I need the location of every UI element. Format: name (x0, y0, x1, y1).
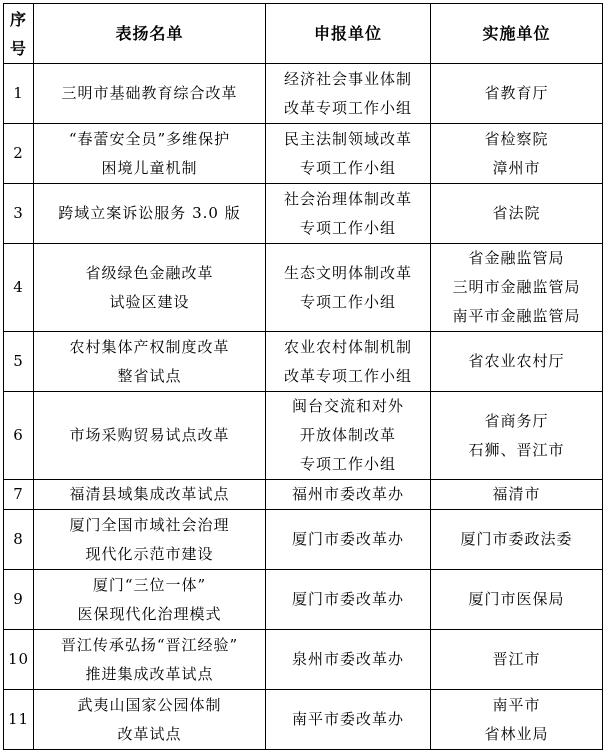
seq-cell (4, 630, 34, 690)
reporter-cell (266, 690, 431, 750)
implementer-cell-line: 南平市金融监管局 (452, 307, 581, 325)
reporter-cell (266, 64, 431, 124)
header-seq: 序 号 (4, 4, 34, 64)
table-row (4, 630, 603, 690)
table-row (4, 184, 603, 244)
name-cell (34, 630, 266, 690)
name-cell (34, 244, 266, 332)
seq-cell (4, 480, 34, 510)
name-cell (34, 510, 266, 570)
seq-cell-line: 9 (13, 590, 24, 608)
reporter-cell (266, 570, 431, 630)
implementer-cell (431, 570, 603, 630)
implementer-cell-line: 厦门市医保局 (468, 590, 565, 608)
implementer-cell-line: 省商务厅 (484, 411, 549, 430)
implementer-cell-line: 省法院 (492, 204, 541, 222)
name-cell-line: 试验区建设 (109, 292, 190, 311)
implementer-cell-line: 漳州市 (492, 158, 541, 177)
name-cell (34, 480, 266, 510)
implementer-cell (431, 124, 603, 184)
name-cell-line: 厦门全国市域社会治理 (69, 515, 230, 534)
implementer-cell (431, 64, 603, 124)
table-row (4, 244, 603, 332)
name-cell-line: 困境儿童机制 (101, 158, 198, 177)
name-cell-line: 三明市基础教育综合改革 (61, 84, 238, 102)
name-cell-line: 农村集体产权制度改革 (69, 337, 230, 356)
reporter-cell-line: 改革专项工作小组 (283, 366, 412, 385)
seq-cell-line: 5 (13, 352, 24, 370)
seq-cell (4, 184, 34, 244)
name-cell-line: 厦门“三位一体” (92, 575, 207, 594)
seq-cell-line: 2 (13, 144, 24, 162)
header-row (4, 4, 603, 64)
seq-cell (4, 570, 34, 630)
implementer-cell (431, 690, 603, 750)
implementer-cell-line: 三明市金融监管局 (452, 278, 581, 296)
seq-cell-line: 1 (13, 84, 24, 102)
name-cell-line: 跨域立案诉讼服务 3.0 版 (58, 204, 241, 222)
name-cell-line: 市场采购贸易试点改革 (69, 426, 230, 444)
implementer-cell-line: 省金融监管局 (468, 249, 565, 267)
header-implementer: 实施单位 (431, 4, 603, 64)
implementer-cell-line: 省林业局 (484, 724, 549, 743)
name-cell (34, 690, 266, 750)
reporter-cell (266, 332, 431, 392)
seq-cell (4, 690, 34, 750)
reporter-cell (266, 184, 431, 244)
name-cell (34, 64, 266, 124)
implementer-cell (431, 184, 603, 244)
table-row (4, 124, 603, 184)
table-row (4, 64, 603, 124)
name-cell-line: 改革试点 (117, 724, 182, 743)
reporter-cell (266, 630, 431, 690)
table-row (4, 392, 603, 480)
table-row (4, 480, 603, 510)
name-cell-line: 现代化示范市建设 (85, 544, 214, 563)
reporter-cell-line: 开放体制改革 (299, 426, 396, 444)
reporter-cell-line: 泉州市委改革办 (291, 650, 404, 668)
reporter-cell-line: 厦门市委改革办 (291, 590, 404, 608)
reporter-cell-line: 南平市委改革办 (291, 710, 404, 728)
table-body (4, 64, 603, 750)
implementer-cell-line: 南平市 (492, 695, 541, 714)
reporter-cell-line: 专项工作小组 (299, 292, 396, 311)
table-row (4, 690, 603, 750)
seq-cell-line: 10 (7, 650, 30, 668)
name-cell (34, 332, 266, 392)
implementer-cell-line: 省教育厅 (484, 84, 549, 102)
seq-cell (4, 332, 34, 392)
name-cell-line: 晋江传承弘扬“晋江经验” (60, 635, 239, 654)
reporter-cell-line: 改革专项工作小组 (283, 98, 412, 117)
name-cell-line: 省级绿色金融改革 (85, 263, 214, 282)
seq-cell-line: 8 (13, 530, 24, 548)
table-row (4, 510, 603, 570)
seq-cell (4, 244, 34, 332)
reporter-cell-line: 生态文明体制改革 (283, 263, 412, 282)
implementer-cell (431, 630, 603, 690)
seq-cell (4, 392, 34, 480)
seq-cell-line: 4 (13, 278, 24, 296)
reporter-cell-line: 专项工作小组 (299, 158, 396, 177)
implementer-cell (431, 480, 603, 510)
implementer-cell-line: 省检察院 (484, 129, 549, 148)
reporter-cell-line: 经济社会事业体制 (283, 69, 412, 88)
name-cell-line: 整省试点 (117, 366, 182, 385)
name-cell (34, 124, 266, 184)
implementer-cell (431, 510, 603, 570)
name-cell-line: 武夷山国家公园体制 (77, 695, 222, 714)
seq-cell (4, 124, 34, 184)
reporter-cell-line: 专项工作小组 (299, 455, 396, 473)
name-cell (34, 570, 266, 630)
reporter-cell (266, 244, 431, 332)
reporter-cell-line: 农业农村体制机制 (283, 337, 412, 356)
reporter-cell-line: 闽台交流和对外 (291, 397, 404, 415)
seq-cell-line: 11 (7, 710, 30, 728)
header-reporter: 申报单位 (266, 4, 431, 64)
table-row (4, 332, 603, 392)
seq-cell-line: 7 (13, 485, 24, 503)
reporter-cell (266, 124, 431, 184)
implementer-cell-line: 福清市 (492, 485, 541, 503)
seq-cell-line: 3 (13, 204, 24, 222)
reporter-cell (266, 480, 431, 510)
table-row (4, 570, 603, 630)
seq-cell (4, 64, 34, 124)
name-cell-line: 推进集成改革试点 (85, 664, 214, 683)
implementer-cell-line: 晋江市 (492, 650, 541, 668)
name-cell (34, 392, 266, 480)
reporter-cell-line: 民主法制领域改革 (283, 129, 412, 148)
reporter-cell-line: 厦门市委改革办 (291, 530, 404, 548)
seq-cell (4, 510, 34, 570)
reporter-cell (266, 510, 431, 570)
implementer-cell (431, 332, 603, 392)
implementer-cell (431, 244, 603, 332)
reporter-cell-line: 福州市委改革办 (291, 485, 404, 503)
seq-cell-line: 6 (13, 426, 24, 444)
implementer-cell-line: 省农业农村厅 (468, 352, 565, 370)
reporter-cell-line: 社会治理体制改革 (283, 189, 412, 208)
header-name: 表扬名单 (34, 4, 266, 64)
implementer-cell-line: 厦门市委政法委 (460, 530, 573, 548)
name-cell (34, 184, 266, 244)
implementer-cell-line: 石狮、晋江市 (468, 440, 565, 459)
name-cell-line: 福清县域集成改革试点 (69, 485, 230, 503)
commendation-table (3, 3, 603, 750)
reporter-cell (266, 392, 431, 480)
implementer-cell (431, 392, 603, 480)
name-cell-line: “春蕾安全员”多维保护 (68, 129, 231, 148)
reporter-cell-line: 专项工作小组 (299, 218, 396, 237)
name-cell-line: 医保现代化治理模式 (77, 604, 222, 623)
